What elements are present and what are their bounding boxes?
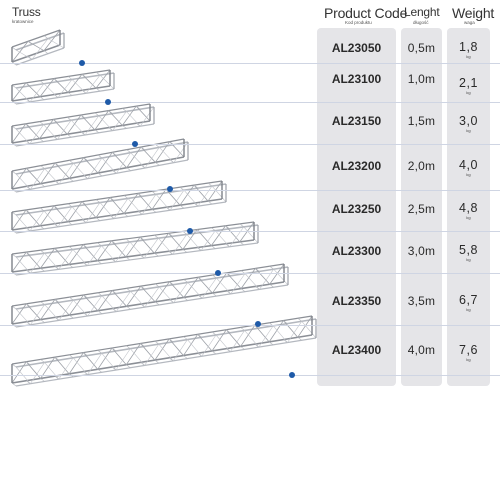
weight-header: Weight bbox=[452, 5, 495, 21]
weight-unit: kg bbox=[466, 257, 471, 262]
row-divider bbox=[0, 63, 500, 64]
weight-cell: 4,8 bbox=[459, 201, 478, 215]
weight-cell: 1,8 bbox=[459, 40, 478, 54]
length-cell: 4,0m bbox=[407, 343, 436, 357]
product-code-subheader: Kod produktu bbox=[345, 20, 372, 25]
product-code-cell: AL23350 bbox=[331, 294, 382, 308]
weight-cell: 2,1 bbox=[459, 76, 478, 90]
row-marker-dot bbox=[289, 372, 295, 378]
weight-unit: kg bbox=[466, 128, 471, 133]
length-header: Lenght bbox=[404, 5, 440, 19]
product-code-cell: AL23150 bbox=[331, 114, 382, 128]
row-divider bbox=[0, 102, 500, 103]
weight-unit: kg bbox=[466, 307, 471, 312]
row-divider bbox=[0, 144, 500, 145]
weight-unit: kg bbox=[466, 54, 471, 59]
weight-cell: 6,7 bbox=[459, 293, 478, 307]
row-marker-dot bbox=[132, 141, 138, 147]
product-code-header: Product Code bbox=[324, 5, 408, 21]
row-divider bbox=[0, 231, 500, 232]
length-cell: 3,5m bbox=[407, 294, 436, 308]
row-marker-dot bbox=[79, 60, 85, 66]
length-subheader: długość bbox=[413, 20, 429, 25]
length-cell: 0,5m bbox=[407, 41, 436, 55]
product-code-cell: AL23200 bbox=[331, 159, 382, 173]
truss-header: Truss bbox=[12, 5, 41, 19]
product-code-cell: AL23050 bbox=[331, 41, 382, 55]
row-marker-dot bbox=[215, 270, 221, 276]
row-divider bbox=[0, 375, 500, 376]
length-cell: 2,0m bbox=[407, 159, 436, 173]
weight-cell: 7,6 bbox=[459, 343, 478, 357]
length-cell: 2,5m bbox=[407, 202, 436, 216]
weight-cell: 3,0 bbox=[459, 114, 478, 128]
weight-cell: 4,0 bbox=[459, 158, 478, 172]
product-code-cell: AL23300 bbox=[331, 244, 382, 258]
row-divider bbox=[0, 190, 500, 191]
row-divider bbox=[0, 273, 500, 274]
length-cell: 1,5m bbox=[407, 114, 436, 128]
product-code-cell: AL23250 bbox=[331, 202, 382, 216]
weight-unit: kg bbox=[466, 90, 471, 95]
row-marker-dot bbox=[105, 99, 111, 105]
row-divider bbox=[0, 325, 500, 326]
weight-unit: kg bbox=[466, 357, 471, 362]
product-code-cell: AL23100 bbox=[331, 72, 382, 86]
row-marker-dot bbox=[187, 228, 193, 234]
weight-unit: kg bbox=[466, 215, 471, 220]
weight-subheader: waga bbox=[464, 20, 475, 25]
weight-cell: 5,8 bbox=[459, 243, 478, 257]
row-marker-dot bbox=[255, 321, 261, 327]
length-cell: 1,0m bbox=[407, 72, 436, 86]
truss-subheader: kratownice bbox=[12, 19, 34, 24]
row-marker-dot bbox=[167, 186, 173, 192]
length-cell: 3,0m bbox=[407, 244, 436, 258]
product-code-cell: AL23400 bbox=[331, 343, 382, 357]
weight-unit: kg bbox=[466, 172, 471, 177]
